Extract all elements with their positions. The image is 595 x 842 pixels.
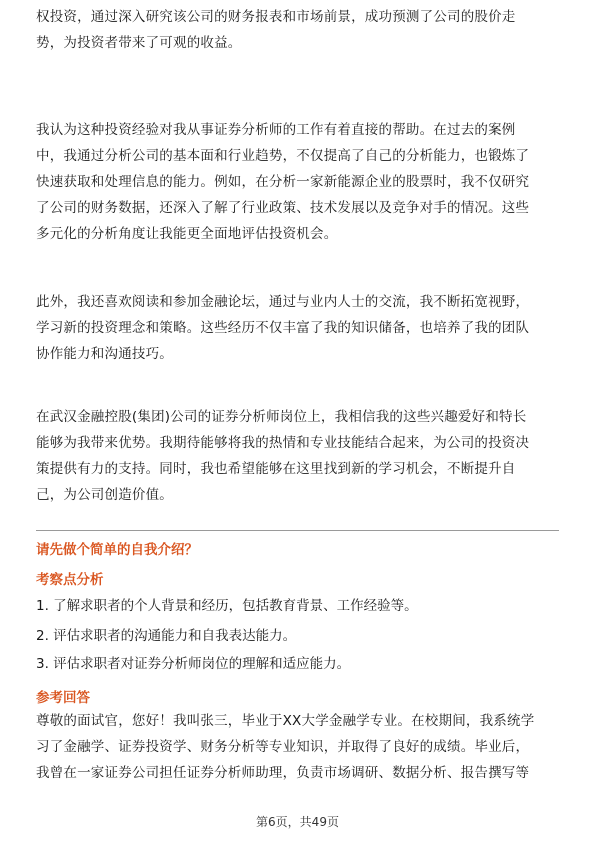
text-line: 势，为投资者带来了可观的收益。	[36, 35, 242, 51]
paragraph-investment-result	[36, 4, 560, 56]
analysis-item: 3. 评估求职者对证券分析师岗位的理解和适应能力。	[36, 656, 351, 672]
answer-heading: 参考回答	[36, 690, 90, 706]
text-line: 我认为这种投资经验对我从事证券分析师的工作有着直接的帮助。在过去的案例	[36, 122, 516, 138]
question-heading: 请先做个简单的自我介绍？	[36, 542, 198, 558]
text-line: 习了金融学、证券投资学、财务分析等专业知识，并取得了良好的成绩。毕业后，	[36, 739, 530, 755]
text-line: 权投资，通过深入研究该公司的财务报表和市场前景，成功预测了公司的股价走	[36, 9, 516, 25]
text-line: 多元化的分析角度让我能更全面地评估投资机会。	[36, 226, 338, 242]
text-line: 协作能力和沟通技巧。	[36, 346, 173, 362]
analysis-item: 2. 评估求职者的沟通能力和自我表达能力。	[36, 628, 297, 644]
text-line: 尊敬的面试官，您好！我叫张三，毕业于XX大学金融学专业。在校期间，我系统学	[36, 713, 535, 729]
text-line: 策提供有力的支持。同时，我也希望能够在这里找到新的学习机会，不断提升自	[36, 461, 516, 477]
text-line: 了公司的财务数据，还深入了解了行业政策、技术发展以及竞争对手的情况。这些	[36, 200, 530, 216]
page-number: 第6页，共49页	[256, 815, 339, 829]
analysis-item: 1. 了解求职者的个人背景和经历，包括教育背景、工作经验等。	[36, 598, 418, 614]
text-line: 在武汉金融控股(集团)公司的证券分析师岗位上，我相信我的这些兴趣爱好和特长	[36, 409, 527, 425]
paragraph-forums	[36, 289, 560, 367]
analysis-heading: 考察点分析	[36, 572, 104, 588]
text-line: 己，为公司创造价值。	[36, 487, 173, 503]
text-line: 能够为我带来优势。我期待能够将我的热情和专业技能结合起来，为公司的投资决	[36, 435, 530, 451]
text-line: 中，我通过分析公司的基本面和行业趋势，不仅提高了自己的分析能力，也锻炼了	[36, 148, 530, 164]
paragraph-experience-value	[36, 117, 560, 247]
text-line: 此外，我还喜欢阅读和参加金融论坛，通过与业内人士的交流，我不断拓宽视野，	[36, 294, 530, 310]
paragraph-position-fit	[36, 404, 560, 508]
answer-paragraph	[36, 708, 560, 786]
text-line: 学习新的投资理念和策略。这些经历不仅丰富了我的知识储备，也培养了我的团队	[36, 320, 530, 336]
section-divider	[36, 530, 559, 531]
text-line: 快速获取和处理信息的能力。例如，在分析一家新能源企业的股票时，我不仅研究	[36, 174, 530, 190]
text-line: 我曾在一家证券公司担任证券分析师助理，负责市场调研、数据分析、报告撰写等	[36, 765, 530, 781]
